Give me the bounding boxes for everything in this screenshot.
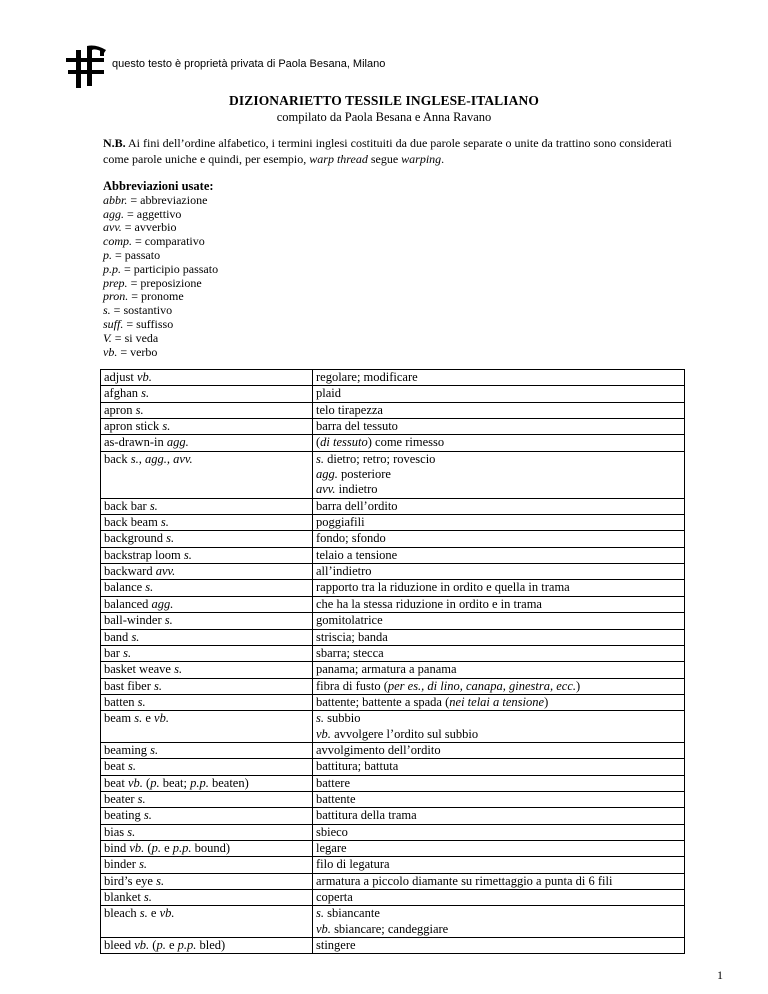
grammar-tag: p.p. [190,775,209,790]
dictionary-row [101,613,685,629]
italian-translation [313,759,685,775]
translation-line: all’indietro [316,564,372,579]
abbreviation-meaning: = abbreviazione [127,192,208,207]
term-text: adjust [104,370,137,384]
note-label: N.B. [103,136,126,150]
abbreviation-meaning: = participio passato [121,261,219,276]
term-text: ( [149,938,157,953]
translation-line: avvolgimento dell’ordito [316,742,441,757]
abbreviation-code: p.p. [103,261,121,276]
abbreviation-item [103,208,218,222]
translation-line: barra del tessuto [316,419,398,434]
term-text: backstrap loom [104,547,184,562]
grammar-tag: vb. [159,906,175,921]
italian-translation [313,857,685,873]
grammar-tag: s. [137,791,146,806]
dictionary-row [101,580,685,596]
dictionary-row [101,694,685,710]
abbreviation-meaning: = aggettivo [124,206,182,221]
translation-line: vb. sbiancare; candeggiare [316,921,449,936]
english-term [101,613,313,629]
italian-translation [313,662,685,678]
grammar-tag: s. [156,873,165,888]
translation-line: s. sbiancante [316,906,380,921]
dictionary-row [101,791,685,807]
abbreviation-meaning: = sostantivo [110,303,173,318]
term-text: beat [104,759,128,774]
italian-translation [313,498,685,514]
term-text: binder [104,857,140,872]
dictionary-row [101,840,685,856]
abbreviation-code: avv. [103,220,122,235]
abbreviation-code: abbr. [103,192,128,207]
translation-line: sbieco [316,824,348,839]
term-text: e [147,906,160,921]
translation-line: filo di legatura [316,857,390,872]
translation-line: legare [316,840,347,855]
italian-translation [313,873,685,889]
translation-line: telaio a tensione [316,547,398,562]
english-term [101,808,313,824]
english-term [101,678,313,694]
italian-translation [313,906,685,938]
abbreviation-meaning: = avverbio [121,220,177,235]
italian-translation [313,564,685,580]
english-term [101,564,313,580]
english-term [101,451,313,498]
grammar-tag: s. [160,515,169,530]
grammar-tag: s. [183,547,192,562]
english-term [101,775,313,791]
term-text: bind [104,840,130,855]
term-text: e [160,840,173,855]
italian-translation [313,515,685,531]
grammar-tag: vb. [134,938,150,953]
grammar-tag: s. [123,645,132,660]
translation-line: panama; armatura a panama [316,662,457,677]
italian-translation [313,742,685,758]
dictionary-row [101,435,685,451]
english-term [101,547,313,563]
translation-line: coperta [316,890,353,904]
english-term [101,906,313,938]
dictionary-row [101,759,685,775]
english-term [101,386,313,402]
alphabetical-order-note [103,136,683,167]
italian-translation [313,451,685,498]
italian-translation [313,370,685,386]
grammar-tag: p.p. [172,840,192,855]
abbreviation-code: prep. [103,275,128,290]
abbreviation-item [103,277,218,291]
abbreviation-item [103,332,218,346]
grammar-tag: s. [135,402,144,417]
grammar-tag: s. [131,629,140,644]
abbreviation-meaning: = si veda [111,330,159,345]
grammar-tag: p.p. [177,938,197,953]
english-term [101,515,313,531]
translation-line: battitura della trama [316,808,417,823]
translation-line: fondo; sfondo [316,531,386,546]
english-term [101,840,313,856]
grammar-tag: p. [156,938,166,953]
english-term [101,662,313,678]
term-text: back bar [104,498,150,513]
term-text: bound) [191,840,231,855]
italian-translation [313,419,685,435]
translation-line: poggiafili [316,515,365,530]
english-term [101,435,313,451]
note-example: warping [401,151,442,166]
grammar-tag: vb. [136,370,152,384]
abbreviation-meaning: = pronome [128,289,184,304]
translation-line: (di tessuto) come rimesso [316,435,445,450]
translation-line: gomitolatrice [316,613,383,628]
grammar-tag: s. [143,808,152,823]
english-term [101,531,313,547]
term-text: balanced [104,596,152,611]
dictionary-row [101,402,685,418]
dictionary-row [101,386,685,402]
english-term [101,629,313,645]
translation-line: regolare; modificare [316,370,418,384]
english-term [101,402,313,418]
term-text: beaming [104,742,151,757]
abbreviation-code: p. [103,247,112,262]
translation-line: plaid [316,386,341,401]
dictionary-row [101,890,685,906]
term-text: basket weave [104,662,175,677]
term-text: band [104,629,132,644]
italian-translation [313,547,685,563]
term-text: backward [104,564,156,579]
english-term [101,890,313,906]
dictionary-row [101,645,685,661]
document-subtitle: compilato da Paola Besana e Anna Ravano [276,110,492,124]
abbreviation-meaning: = preposizione [127,275,202,290]
abbreviation-meaning: = verbo [117,344,158,359]
term-text: ( [142,775,151,790]
translation-line: rapporto tra la riduzione in ordito e quella in trama [316,580,570,595]
term-text: batten [104,694,138,709]
english-term [101,857,313,873]
grammar-tag: agg. [166,435,189,450]
besana-logo [60,44,112,90]
abbreviation-code: comp. [103,234,132,249]
term-text: beater [104,791,138,806]
abbreviation-item [103,249,218,263]
grammar-tag: vb. [129,840,145,855]
italian-translation [313,402,685,418]
grammar-tag: p. [151,840,161,855]
grammar-tag: s. [174,662,183,677]
italian-translation [313,629,685,645]
abbreviation-code: vb. [103,344,118,359]
abbreviation-item [103,346,218,360]
term-text: background [104,531,167,546]
grammar-tag: s. [153,678,162,693]
term-text: apron [104,402,136,417]
english-term [101,498,313,514]
abbreviation-item [103,194,218,208]
abbreviation-code: s. [103,303,111,318]
term-text: back [104,451,131,466]
translation-line: battitura; battuta [316,759,399,774]
dictionary-row [101,419,685,435]
term-text: beating [104,808,144,823]
translation-line: battere [316,775,351,790]
english-term [101,742,313,758]
term-text: ball-winder [104,613,165,628]
dictionary-row [101,824,685,840]
italian-translation [313,435,685,451]
grammar-tag: s. [141,386,150,401]
italian-translation [313,678,685,694]
abbreviation-item [103,304,218,318]
italian-translation [313,791,685,807]
italian-translation [313,694,685,710]
term-text: beat; [159,775,191,790]
translation-line: battente [316,791,356,806]
english-term [101,580,313,596]
dictionary-row [101,938,685,954]
english-term [101,645,313,661]
english-term [101,938,313,954]
abbreviation-code: suff. [103,316,124,331]
abbreviation-item [103,263,218,277]
italian-translation [313,711,685,743]
dictionary-row [101,629,685,645]
grammar-tag: s. [143,890,152,904]
translation-line: fibra di fusto (per es., di lino, canapa, ginestra, ecc.) [316,678,581,693]
english-term [101,419,313,435]
abbreviation-code: agg. [103,206,124,221]
english-term [101,873,313,889]
dictionary-row [101,678,685,694]
dictionary-row [101,498,685,514]
english-term [101,711,313,743]
abbreviation-item [103,318,218,332]
note-text: segue [367,151,402,166]
translation-line: battente; battente a spada (nei telai a tensione) [316,694,549,709]
italian-translation [313,890,685,906]
abbreviations-list [103,180,218,359]
dictionary-table [100,369,685,954]
term-text: as-drawn-in [104,435,167,450]
dictionary-row [101,873,685,889]
grammar-tag: s. [164,613,173,628]
translation-line: telo tirapezza [316,402,383,417]
abbreviations-heading: Abbreviazioni usate: [103,179,214,193]
term-text: back beam [104,515,161,530]
dictionary-row [101,775,685,791]
translation-line: s. subbio [316,711,361,726]
term-text: bled) [196,938,226,953]
term-text: beat [104,775,128,790]
dictionary-row [101,742,685,758]
english-term [101,694,313,710]
grammar-tag: agg. [151,596,174,611]
grammar-tag: s., agg., avv. [130,451,193,466]
abbreviation-meaning: = suffisso [123,316,174,331]
dictionary-row [101,808,685,824]
italian-translation [313,938,685,954]
term-text: bleed [104,938,135,953]
grammar-tag: s. [139,906,148,921]
abbreviation-meaning: = passato [112,247,161,262]
english-term [101,824,313,840]
italian-translation [313,808,685,824]
abbreviation-item [103,235,218,249]
abbreviation-item [103,290,218,304]
grammar-tag: s. [149,498,158,513]
dictionary-row [101,596,685,612]
grammar-tag: s. [127,759,136,774]
grammar-tag: s. [137,694,146,709]
italian-translation [313,775,685,791]
term-text: balance [104,580,146,595]
grammar-tag: s. [127,824,136,839]
term-text: beaten) [208,775,249,790]
grammar-tag: p. [150,775,160,790]
note-text: Ai fini dell’ordine alfabetico, i termini inglesi costituiti da due parole separate o unite da trattino sono considerati come parole uniche e quindi, per esempio, [103,136,672,166]
english-term [101,791,313,807]
term-text: beam [104,711,135,726]
grammar-tag: s. [150,742,159,757]
term-text: afghan [104,386,142,401]
document-title: DIZIONARIETTO TESSILE INGLESE-ITALIANO [229,93,539,108]
grammar-tag: s. [134,711,143,726]
grammar-tag: vb. [127,775,143,790]
dictionary-row [101,515,685,531]
italian-translation [313,531,685,547]
translation-line: stingere [316,938,356,953]
abbreviation-meaning: = comparativo [132,234,205,249]
term-text: bast fiber [104,678,154,693]
translation-line: avv. indietro [316,482,378,497]
term-text: bar [104,645,124,660]
dictionary-row [101,662,685,678]
grammar-tag: s. [166,531,175,546]
italian-translation [313,596,685,612]
term-text: bird’s eye [104,873,157,888]
dictionary-row [101,451,685,498]
dictionary-row [101,906,685,938]
page-number: 1 [717,968,723,982]
grammar-tag: s. [139,857,148,872]
translation-line: barra dell’ordito [316,498,398,513]
ownership-notice: questo testo è proprietà privata di Paola Besana, Milano [112,58,386,70]
dictionary-row [101,564,685,580]
dictionary-row [101,547,685,563]
dictionary-row [101,370,685,386]
note-text: . [441,151,445,166]
abbreviation-code: V. [103,330,112,345]
dictionary-row [101,711,685,743]
italian-translation [313,824,685,840]
term-text: blanket [104,890,144,904]
term-text: e [165,938,178,953]
grammar-tag: avv. [155,564,176,579]
term-text: bias [104,824,128,839]
note-example: warp thread [309,151,368,166]
term-text: bleach [104,906,140,921]
italian-translation [313,840,685,856]
translation-line: sbarra; stecca [316,645,384,660]
abbreviation-item [103,221,218,235]
italian-translation [313,645,685,661]
grammar-tag: s. [145,580,154,595]
translation-line: s. dietro; retro; rovescio [316,451,436,466]
english-term [101,596,313,612]
dictionary-row [101,531,685,547]
grammar-tag: s. [162,419,171,434]
translation-line: che ha la stessa riduzione in ordito e in trama [316,596,542,611]
english-term [101,759,313,775]
term-text: ( [144,840,152,855]
italian-translation [313,580,685,596]
translation-line: armatura a piccolo diamante su rimettaggio a punta di 6 fili [316,873,613,888]
italian-translation [313,613,685,629]
italian-translation [313,386,685,402]
dictionary-row [101,857,685,873]
term-text: apron stick [104,419,163,434]
grammar-tag: vb. [154,711,169,726]
translation-line: agg. posteriore [316,467,391,482]
english-term [101,370,313,386]
abbreviation-code: pron. [103,289,129,304]
term-text: e [142,711,155,726]
translation-line: striscia; banda [316,629,388,644]
translation-line: vb. avvolgere l’ordito sul subbio [316,726,479,741]
